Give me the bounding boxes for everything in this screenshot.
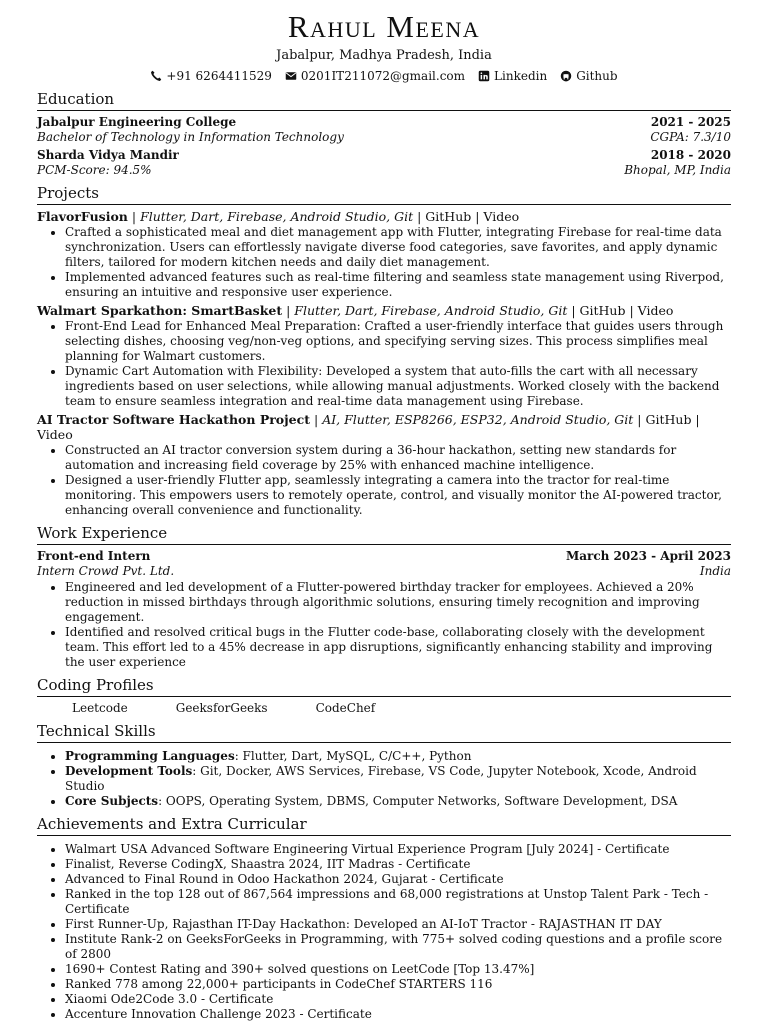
experience-entry bbox=[37, 549, 731, 670]
education-entry bbox=[37, 148, 731, 178]
bullet-item: • Front-End Lead for Enhanced Meal Preparation: Crafted a user-friendly interface that guides users through selecting dishes, choosing veg/non-veg options, and specifying serving sizes. This process simplifies meal planning for Walmart customers. bbox=[65, 319, 731, 364]
coding-profile-link[interactable]: CodeChef bbox=[315, 701, 376, 715]
skill-label: Development Tools bbox=[65, 764, 193, 778]
skill-item bbox=[65, 749, 731, 764]
coding-profile-link[interactable]: Leetcode bbox=[72, 701, 128, 715]
envelope-icon bbox=[285, 70, 297, 82]
achievement-item: • First Runner-Up, Rajasthan IT-Day Hackathon: Developed an AI-IoT Tractor - RAJASTHAN IT DAY bbox=[65, 917, 731, 932]
achievements-list bbox=[37, 842, 731, 1022]
project-name: FlavorFusion bbox=[37, 209, 128, 224]
bullet-item: • Engineered and led development of a Flutter-powered birthday tracker for employees. Achieved a 20% reduction in missed birthdays through algorithmic solutions, ensuring timely recognition and improving engagement. bbox=[65, 580, 731, 625]
bullet-item: • Constructed an AI tractor conversion system during a 36-hour hackathon, setting new standards for automation and increasing field coverage by 25% with enhanced machine intelligence. bbox=[65, 443, 731, 473]
project-entry bbox=[37, 303, 731, 409]
github-text: Github bbox=[576, 69, 618, 83]
project-bullets bbox=[37, 225, 731, 300]
project-heading bbox=[37, 303, 731, 318]
project-tech: AI, Flutter, ESP8266, ESP32, Android Studio, Git bbox=[322, 412, 634, 427]
coding-profile-link[interactable]: GeeksforGeeks bbox=[175, 701, 268, 715]
name: Rahul Meena bbox=[287, 9, 481, 44]
project-links[interactable]: | GitHub | Video bbox=[37, 412, 700, 442]
achievement-item: • Ranked in the top 128 out of 867,564 impressions and 68,000 registrations at Unstop Talent Park - Tech - Certificate bbox=[65, 887, 731, 917]
project-entry bbox=[37, 412, 731, 518]
education-detail: Bhopal, MP, India bbox=[624, 163, 731, 177]
section-achievements bbox=[37, 815, 731, 1022]
bullet-item: • Dynamic Cart Automation with Flexibility: Developed a system that auto-fills the cart with all necessary ingredients based on user selections, while allowing manual adjustments. Worked closely with the backend team to ensure seamless integration and real-time data management using Firebase. bbox=[65, 364, 731, 409]
project-entry bbox=[37, 209, 731, 300]
education-detail-row bbox=[37, 163, 731, 178]
achievement-item: • Xiaomi Ode2Code 3.0 - Certificate bbox=[65, 992, 731, 1007]
company-name: Intern Crowd Pvt. Ltd. bbox=[37, 564, 175, 578]
section-title: Technical Skills bbox=[37, 722, 731, 743]
experience-bullets bbox=[37, 580, 731, 670]
project-separator: | bbox=[314, 412, 319, 427]
section-projects bbox=[37, 184, 731, 518]
achievement-item: • Finalist, Reverse CodingX, Shaastra 2024, IIT Madras - Certificate bbox=[65, 857, 731, 872]
experience-row bbox=[37, 549, 731, 564]
achievement-item: • Institute Rank-2 on GeeksForGeeks in Programming, with 775+ solved coding questions and a profile score of 2800 bbox=[65, 932, 731, 962]
bullet-item: • Identified and resolved critical bugs in the Flutter code-base, collaborating closely with the development team. This effort led to a 45% decrease in app disruptions, significantly enhancing stability and improving the user experience bbox=[65, 625, 731, 670]
project-name: Walmart Sparkathon: SmartBasket bbox=[37, 303, 283, 318]
section-title: Education bbox=[37, 90, 731, 111]
linkedin-text: Linkedin bbox=[494, 69, 548, 83]
project-name: AI Tractor Software Hackathon Project bbox=[37, 412, 311, 427]
projects-list bbox=[37, 209, 731, 518]
experience-detail-row bbox=[37, 564, 731, 579]
project-heading bbox=[37, 209, 731, 224]
education-entry bbox=[37, 115, 731, 145]
phone-text: +91 6264411529 bbox=[166, 69, 272, 83]
project-bullets bbox=[37, 443, 731, 518]
degree: Bachelor of Technology in Information Technology bbox=[37, 130, 344, 144]
achievement-item: • 1690+ Contest Rating and 390+ solved questions on LeetCode [Top 13.47%] bbox=[65, 962, 731, 977]
linkedin-link[interactable] bbox=[478, 68, 547, 84]
skill-value: : OOPS, Operating System, DBMS, Computer Networks, Software Development, DSA bbox=[158, 794, 678, 808]
project-heading bbox=[37, 412, 731, 442]
achievement-item: • Accenture Innovation Challenge 2023 - Certificate bbox=[65, 1007, 731, 1022]
experience-list bbox=[37, 549, 731, 670]
section-technical-skills bbox=[37, 722, 731, 809]
phone-icon bbox=[150, 70, 162, 82]
education-row bbox=[37, 148, 731, 163]
section-education bbox=[37, 90, 731, 178]
section-experience bbox=[37, 524, 731, 670]
section-title: Achievements and Extra Curricular bbox=[37, 815, 731, 836]
achievement-item: • Advanced to Final Round in Odoo Hackathon 2024, Gujarat - Certificate bbox=[65, 872, 731, 887]
job-location: India bbox=[699, 564, 731, 578]
header bbox=[37, 10, 731, 84]
education-detail: CGPA: 7.3/10 bbox=[650, 130, 731, 144]
section-title: Projects bbox=[37, 184, 731, 205]
school-name: Sharda Vidya Mandir bbox=[37, 148, 179, 162]
github-icon bbox=[560, 70, 572, 82]
skill-item bbox=[65, 794, 731, 809]
project-links[interactable]: | GitHub | Video bbox=[417, 209, 520, 224]
job-title: Front-end Intern bbox=[37, 549, 151, 563]
email[interactable] bbox=[285, 68, 465, 84]
project-separator: | bbox=[286, 303, 291, 318]
job-dates: March 2023 - April 2023 bbox=[565, 549, 731, 563]
github-link[interactable] bbox=[560, 68, 617, 84]
education-list bbox=[37, 115, 731, 178]
achievement-item: • Walmart USA Advanced Software Engineering Virtual Experience Program [July 2024] - Certificate bbox=[65, 842, 731, 857]
achievement-item: • Ranked 778 among 22,000+ participants in CodeChef STARTERS 116 bbox=[65, 977, 731, 992]
location: Jabalpur, Madhya Pradesh, India bbox=[276, 48, 492, 63]
skill-value: : Flutter, Dart, MySQL, C/C++, Python bbox=[234, 749, 472, 763]
linkedin-icon bbox=[478, 70, 490, 82]
project-tech: Flutter, Dart, Firebase, Android Studio, Git bbox=[140, 209, 414, 224]
bullet-item: • Implemented advanced features such as real-time filtering and seamless state management using Riverpod, ensuring an intuitive and responsive user experience. bbox=[65, 270, 731, 300]
section-coding-profiles bbox=[37, 676, 731, 716]
contact-row bbox=[37, 68, 731, 84]
school-name: Jabalpur Engineering College bbox=[37, 115, 237, 129]
project-separator: | bbox=[131, 209, 137, 224]
education-detail-row bbox=[37, 130, 731, 145]
coding-profiles-list bbox=[37, 701, 731, 716]
bullet-item: • Designed a user-friendly Flutter app, seamlessly integrating a camera into the tractor for real-time monitoring. This empowers users to remotely operate, control, and visually monitor the AI-powered tractor, enhancing overall convenience and functionality. bbox=[65, 473, 731, 518]
section-title: Work Experience bbox=[37, 524, 731, 545]
education-years: 2021 - 2025 bbox=[650, 115, 731, 129]
skill-value: : Git, Docker, AWS Services, Firebase, VS Code, Jupyter Notebook, Xcode, Android Studio bbox=[65, 764, 697, 793]
project-links[interactable]: | GitHub | Video bbox=[571, 303, 674, 318]
skill-item bbox=[65, 764, 731, 794]
education-row bbox=[37, 115, 731, 130]
degree: PCM-Score: 94.5% bbox=[37, 163, 152, 177]
project-bullets bbox=[37, 319, 731, 409]
phone[interactable] bbox=[150, 68, 272, 84]
skill-label: Core Subjects bbox=[65, 794, 159, 808]
skill-label: Programming Languages bbox=[65, 749, 235, 763]
bullet-item: • Crafted a sophisticated meal and diet management app with Flutter, integrating Firebase for real-time data synchronization. Users can effortlessly navigate diverse food categories, save favorites, and apply dynamic filters, tailored for modern kitchen needs and daily diet management. bbox=[65, 225, 731, 270]
skills-list bbox=[37, 749, 731, 809]
project-tech: Flutter, Dart, Firebase, Android Studio, Git bbox=[294, 303, 568, 318]
section-title: Coding Profiles bbox=[37, 676, 731, 697]
email-text: 0201IT211072@gmail.com bbox=[300, 69, 466, 83]
education-years: 2018 - 2020 bbox=[650, 148, 731, 162]
